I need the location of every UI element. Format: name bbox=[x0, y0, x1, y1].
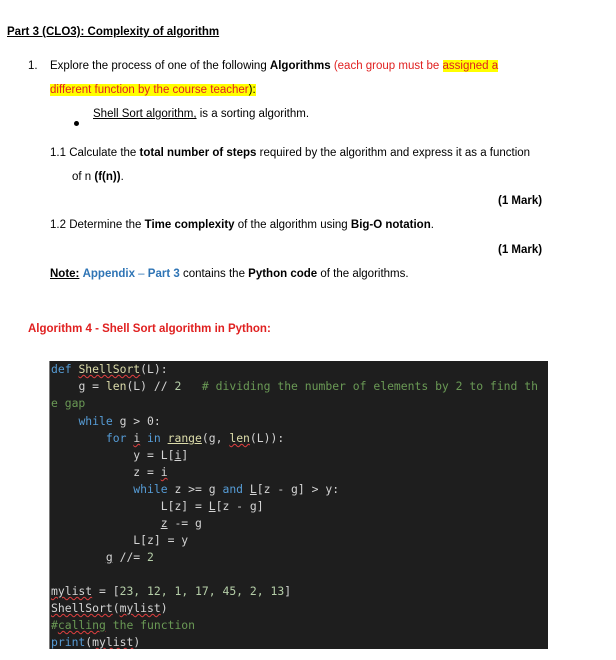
code-line-print: print(mylist) bbox=[51, 635, 141, 649]
q1-line1: Explore the process of one of the following Algorithms (each group must be assigned a bbox=[50, 60, 499, 72]
code-line-z-dec: z -= g bbox=[160, 516, 202, 530]
q12-mark: (1 Mark) bbox=[498, 244, 543, 256]
bullet-dot bbox=[74, 113, 79, 131]
code-block bbox=[49, 361, 548, 649]
code-line-y: y = L[i] bbox=[133, 448, 189, 462]
q12-line: 1.2 Determine the Time complexity of the algorithm using Big-O notation. bbox=[50, 219, 434, 231]
q11-mark: (1 Mark) bbox=[498, 195, 543, 207]
q11-line2: of n (f(n)). bbox=[72, 171, 124, 183]
code-line-assign: L[z] = L[z - g] bbox=[160, 499, 264, 513]
part-heading: Part 3 (CLO3): Complexity of algorithm bbox=[7, 26, 220, 38]
code-line-z: z = i bbox=[133, 465, 168, 479]
code-line-while1: while g > 0: bbox=[78, 414, 161, 428]
code-line-for: for i in range(g, len(L)): bbox=[105, 431, 285, 445]
code-line-while2: while z >= g and L[z - g] > y: bbox=[133, 482, 340, 496]
q1-number: 1. bbox=[28, 60, 38, 72]
appendix-link[interactable]: Appendix bbox=[82, 268, 135, 280]
shell-sort-link[interactable]: Shell Sort algorithm, bbox=[93, 108, 197, 120]
code-line-lz-y: L[z] = y bbox=[133, 533, 189, 547]
code-line-comment: #calling the function bbox=[51, 618, 196, 632]
code-line-g-div: g //= 2 bbox=[105, 550, 154, 564]
note: Note: Appendix – Part 3 contains the Python code of the algorithms. bbox=[50, 268, 409, 280]
algorithm-title: Algorithm 4 - Shell Sort algorithm in Python: bbox=[28, 323, 271, 335]
bullet-item: Shell Sort algorithm, is a sorting algorithm. bbox=[93, 108, 310, 120]
code-line-mylist: mylist = [23, 12, 1, 17, 45, 2, 13] bbox=[51, 584, 292, 598]
code-line-def: def ShellSort(L): bbox=[51, 362, 168, 376]
q1-line2: different function by the course teacher): bbox=[50, 84, 256, 96]
code-line-call: ShellSort(mylist) bbox=[51, 601, 168, 615]
code-line-gap-wrap: e gap bbox=[51, 396, 86, 410]
q11-line1: 1.1 Calculate the total number of steps required by the algorithm and express it as a function bbox=[50, 147, 531, 159]
code-line-gap: g = len(L) // 2 # dividing the number of elements by 2 to find th bbox=[78, 379, 538, 393]
